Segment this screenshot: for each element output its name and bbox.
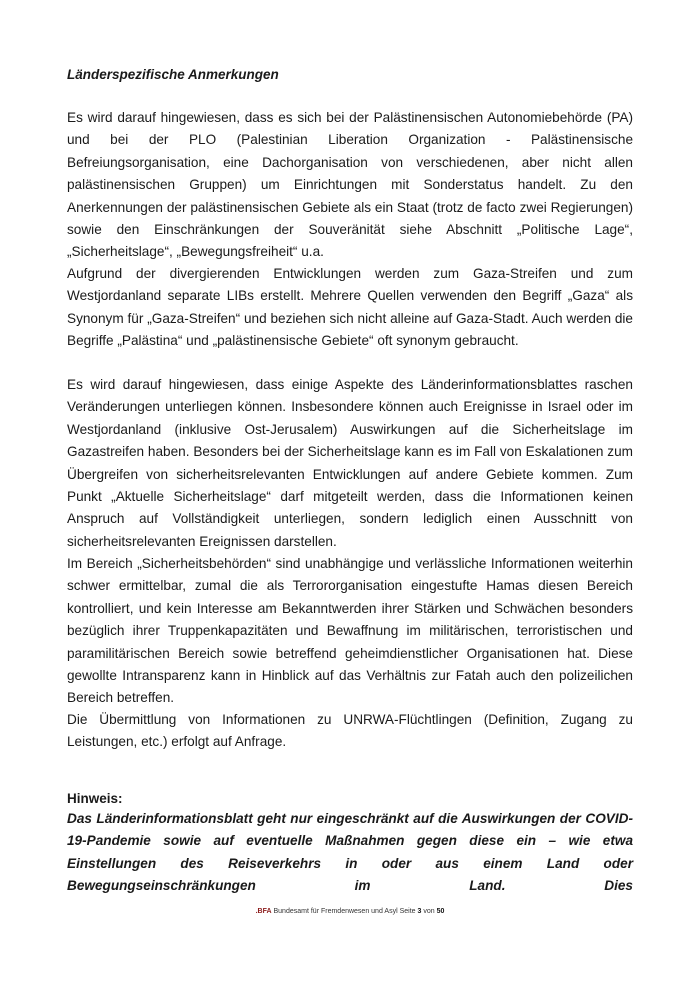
footer-page-current: 3 bbox=[417, 908, 422, 915]
paragraph-unrwa: Die Übermittlung von Informationen zu UNRWA-Flüchtlingen (Definition, Zugang zu Leistungen, etc.) erfolgt auf Anfrage. bbox=[67, 712, 633, 750]
paragraph-palestinian-authority: Es wird darauf hingewiesen, dass es sich bei der Palästinensischen Autonomiebehörde (PA) und bei der PLO (Palestinian Liberation Organization - Palästinensische Befreiungsorganisation, eine Dachorganisation von verschiedenen, aber nicht allen palästinensischen Gruppen) um Einrichtungen mit Sonderstatus handelt. Zu den Anerkennungen der palästinensischen Gebiete als ein Staat (trotz de facto zwei Regierungen) sowie den Einschränkungen der Souveränität siehe Abschnitt „Politische Lage“, „Sicherheitslage“, „Bewegungsfreiheit“ u.a. bbox=[67, 110, 633, 260]
paragraph-gaza-terminology: Aufgrund der divergierenden Entwicklungen werden zum Gaza-Streifen und zum Westjordanland separate LIBs erstellt. Mehrere Quellen verwenden den Begriff „Gaza“ als Synonym für „Gaza-Streifen“ und beziehen sich nicht alleine auf Gaza-Stadt. Auch werden die Begriffe „Palästina“ und „palästinensische Gebiete“ oft synonym gebraucht. bbox=[67, 266, 633, 349]
hint-title: Hinweis: bbox=[67, 791, 123, 806]
paragraph-security-authorities: Im Bereich „Sicherheitsbehörden“ sind unabhängige und verlässliche Informationen weiterhin schwer ermittelbar, zumal die als Terrororganisation eingestufte Hamas diesen Bereich kontrolliert, und kein Interesse am Bekanntwerden ihrer Stärken und Schwächen besonders bezüglich ihrer Truppenkapazitäten und Bewaffnung im militärischen, terroristischen und paramilitärischen Bereich sowie betreffend geheimdienstlicher Organisationen hat. Diese gewollte Intransparenz kann in Hinblick auf das Verhältnis zur Fatah auch den polizeilichen Bereich betreffen. bbox=[67, 556, 633, 706]
footer-page-label: Seite bbox=[399, 908, 416, 915]
hint-body: Das Länderinformationsblatt geht nur eingeschränkt auf die Auswirkungen der COVID-19-Pandemie sowie auf eventuelle Maßnahmen gegen diese ein – wie etwa Einstellungen des Reiseverkehrs in oder aus einem Land oder Bewegungseinschränkungen im Land. Dies bbox=[67, 811, 633, 894]
footer-org-name: Bundesamt für Fremdenwesen und Asyl bbox=[273, 908, 398, 915]
section-heading: Länderspezifische Anmerkungen bbox=[67, 67, 279, 82]
page-footer bbox=[0, 908, 700, 915]
paragraph-rapid-changes: Es wird darauf hingewiesen, dass einige Aspekte des Länderinformationsblattes raschen Veränderungen unterliegen können. Insbesondere können auch Ereignisse in Israel oder im Westjordanland (inklusive Ost-Jerusalem) Auswirkungen auf die Sicherheitslage im Gazastreifen haben. Besonders bei der Sicherheitslage kann es im Fall von Eskalationen zum Übergreifen von sicherheitsrelevanten Entwicklungen auf andere Gebiete kommen. Zum Punkt „Aktuelle Sicherheitslage“ darf mitgeteilt werden, dass die Informationen keinen Anspruch auf Vollständigkeit unterliegen, sondern lediglich einen Ausschnitt von sicherheitsrelevanten Ereignissen darstellen. bbox=[67, 377, 633, 549]
bfa-logo: .BFA bbox=[255, 908, 272, 915]
footer-page-total: 50 bbox=[436, 908, 445, 915]
footer-page-sep: von bbox=[423, 908, 435, 915]
